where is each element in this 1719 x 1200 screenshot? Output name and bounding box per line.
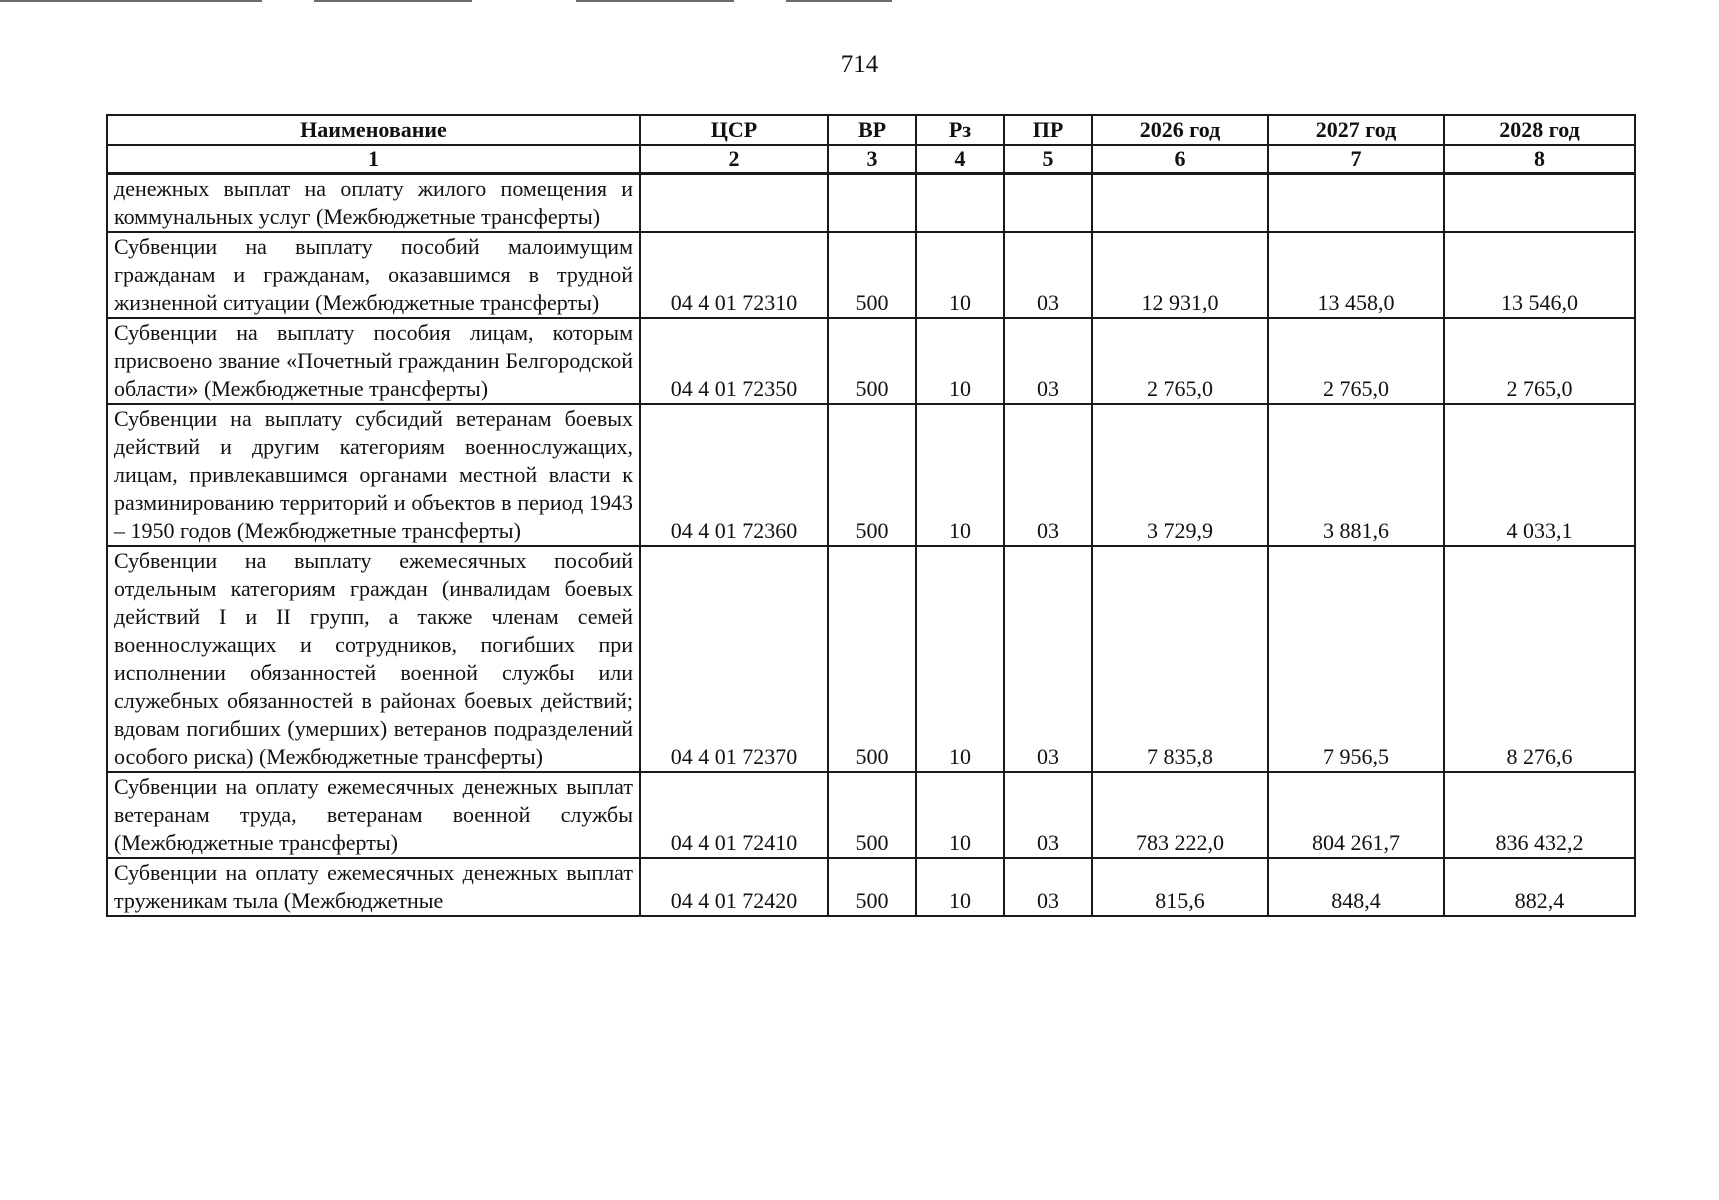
row-2026: 2 765,0 bbox=[1092, 318, 1268, 404]
header-2026: 2026 год bbox=[1092, 115, 1268, 145]
table-row bbox=[107, 232, 1635, 318]
row-2027: 3 881,6 bbox=[1268, 404, 1444, 546]
header-name: Наименование bbox=[107, 115, 640, 145]
header-csr: ЦСР bbox=[640, 115, 828, 145]
row-rz: 10 bbox=[916, 404, 1004, 546]
row-csr: 04 4 01 72370 bbox=[640, 546, 828, 772]
table-row bbox=[107, 772, 1635, 858]
row-vr: 500 bbox=[828, 232, 916, 318]
row-rz: 10 bbox=[916, 318, 1004, 404]
row-name: Субвенции на выплату пособий малоимущим гражданам и гражданам, оказавшимся в трудной жизненной ситуации (Межбюджетные трансферты) bbox=[107, 232, 640, 318]
row-2027: 804 261,7 bbox=[1268, 772, 1444, 858]
table-row bbox=[107, 858, 1635, 916]
row-name: Субвенции на оплату ежемесячных денежных выплат ветеранам труда, ветеранам военной службы (Межбюджетные трансферты) bbox=[107, 772, 640, 858]
column-number: 2 bbox=[640, 145, 828, 174]
row-2026: 815,6 bbox=[1092, 858, 1268, 916]
row-2028: 8 276,6 bbox=[1444, 546, 1635, 772]
row-2028: 882,4 bbox=[1444, 858, 1635, 916]
column-number-row bbox=[107, 145, 1635, 174]
row-pr: 03 bbox=[1004, 858, 1092, 916]
budget-table bbox=[106, 114, 1636, 917]
row-vr: 500 bbox=[828, 772, 916, 858]
row-pr: 03 bbox=[1004, 318, 1092, 404]
row-2026: 12 931,0 bbox=[1092, 232, 1268, 318]
column-number: 6 bbox=[1092, 145, 1268, 174]
row-vr: 500 bbox=[828, 404, 916, 546]
header-2028: 2028 год bbox=[1444, 115, 1635, 145]
row-2028: 2 765,0 bbox=[1444, 318, 1635, 404]
row-2027: 13 458,0 bbox=[1268, 232, 1444, 318]
row-rz: 10 bbox=[916, 858, 1004, 916]
row-name: Субвенции на выплату ежемесячных пособий отдельным категориям граждан (инвалидам боевых действий I и II групп, а также членам семей военнослужащих и сотрудников, погибших при исполнении обязанностей военной службы или служебных обязанностей в районах боевых действий; вдовам погибших (умерших) ветеранов подразделений особого риска) (Межбюджетные трансферты) bbox=[107, 546, 640, 772]
header-rz: Рз bbox=[916, 115, 1004, 145]
row-pr: 03 bbox=[1004, 404, 1092, 546]
top-edge-line bbox=[314, 0, 472, 2]
row-csr: 04 4 01 72410 bbox=[640, 772, 828, 858]
row-pr: 03 bbox=[1004, 772, 1092, 858]
row-csr: 04 4 01 72350 bbox=[640, 318, 828, 404]
row-rz: 10 bbox=[916, 772, 1004, 858]
page-number: 714 bbox=[840, 51, 879, 78]
row-vr: 500 bbox=[828, 858, 916, 916]
row-2028: 13 546,0 bbox=[1444, 232, 1635, 318]
header-2027: 2027 год bbox=[1268, 115, 1444, 145]
row-pr: 03 bbox=[1004, 546, 1092, 772]
row-2026: 7 835,8 bbox=[1092, 546, 1268, 772]
row-rz bbox=[916, 174, 1004, 233]
row-vr bbox=[828, 174, 916, 233]
row-2026: 3 729,9 bbox=[1092, 404, 1268, 546]
row-2028 bbox=[1444, 174, 1635, 233]
top-edge-line bbox=[786, 0, 892, 2]
row-2027: 7 956,5 bbox=[1268, 546, 1444, 772]
row-2027: 848,4 bbox=[1268, 858, 1444, 916]
row-csr: 04 4 01 72310 bbox=[640, 232, 828, 318]
row-2026 bbox=[1092, 174, 1268, 233]
row-vr: 500 bbox=[828, 546, 916, 772]
row-pr: 03 bbox=[1004, 232, 1092, 318]
row-rz: 10 bbox=[916, 232, 1004, 318]
row-name: Субвенции на оплату ежемесячных денежных выплат труженикам тыла (Межбюджетные bbox=[107, 858, 640, 916]
header-pr: ПР bbox=[1004, 115, 1092, 145]
row-name: денежных выплат на оплату жилого помещения и коммунальных услуг (Межбюджетные трансферты) bbox=[107, 174, 640, 233]
column-number: 8 bbox=[1444, 145, 1635, 174]
row-2028: 4 033,1 bbox=[1444, 404, 1635, 546]
table-row bbox=[107, 318, 1635, 404]
top-edge-line bbox=[576, 0, 734, 2]
row-name: Субвенции на выплату пособия лицам, которым присвоено звание «Почетный гражданин Белгородской области» (Межбюджетные трансферты) bbox=[107, 318, 640, 404]
row-2028: 836 432,2 bbox=[1444, 772, 1635, 858]
row-rz: 10 bbox=[916, 546, 1004, 772]
column-number: 4 bbox=[916, 145, 1004, 174]
header-row bbox=[107, 115, 1635, 145]
column-number: 5 bbox=[1004, 145, 1092, 174]
row-2026: 783 222,0 bbox=[1092, 772, 1268, 858]
table-row bbox=[107, 174, 1635, 233]
row-csr bbox=[640, 174, 828, 233]
table-row bbox=[107, 404, 1635, 546]
table-row bbox=[107, 546, 1635, 772]
column-number: 7 bbox=[1268, 145, 1444, 174]
row-csr: 04 4 01 72360 bbox=[640, 404, 828, 546]
row-vr: 500 bbox=[828, 318, 916, 404]
header-vr: ВР bbox=[828, 115, 916, 145]
row-pr bbox=[1004, 174, 1092, 233]
row-2027 bbox=[1268, 174, 1444, 233]
column-number: 1 bbox=[107, 145, 640, 174]
row-name: Субвенции на выплату субсидий ветеранам боевых действий и другим категориям военнослужащих, лицам, привлекавшимся органами местной власти к разминированию территорий и объектов в период 1943 – 1950 годов (Межбюджетные трансферты) bbox=[107, 404, 640, 546]
row-2027: 2 765,0 bbox=[1268, 318, 1444, 404]
row-csr: 04 4 01 72420 bbox=[640, 858, 828, 916]
column-number: 3 bbox=[828, 145, 916, 174]
top-edge-line bbox=[0, 0, 262, 2]
